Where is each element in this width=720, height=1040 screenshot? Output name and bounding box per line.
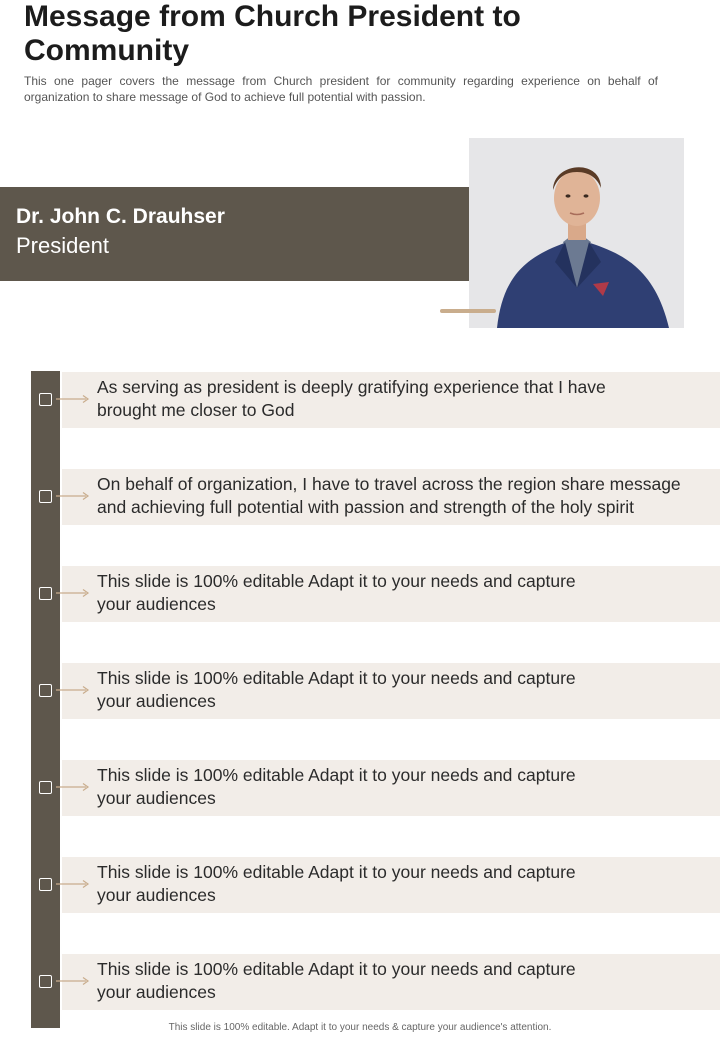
checkbox-icon[interactable]: [39, 781, 52, 794]
arrow-connector-icon: [56, 782, 90, 792]
list-item-text: This slide is 100% editable Adapt it to your needs and capture your audiences: [97, 862, 576, 905]
page-title: Message from Church President to Community: [24, 0, 521, 67]
arrow-connector-icon: [56, 394, 90, 404]
list-item-text: As serving as president is deeply gratifying experience that I have brought me closer to God: [97, 377, 606, 420]
arrow-connector-icon: [56, 491, 90, 501]
page-subtitle: This one pager covers the message from Church president for community regarding experience on behalf of organization to share message of God to achieve full potential with passion.: [24, 74, 658, 104]
checkbox-icon[interactable]: [39, 490, 52, 503]
arrow-connector-icon: [56, 588, 90, 598]
list-item-text: On behalf of organization, I have to travel across the region share message and achieving full potential with passion and strength of the holy spirit: [97, 474, 681, 517]
accent-line: [440, 309, 496, 313]
checkbox-icon[interactable]: [39, 975, 52, 988]
list-item-text: This slide is 100% editable Adapt it to your needs and capture your audiences: [97, 668, 576, 711]
arrow-connector-icon: [56, 976, 90, 986]
arrow-connector-icon: [56, 685, 90, 695]
list-item-text: This slide is 100% editable Adapt it to your needs and capture your audiences: [97, 959, 576, 1002]
checkbox-icon[interactable]: [39, 684, 52, 697]
footer-note: This slide is 100% editable. Adapt it to your needs & capture your audience's attention.: [168, 1022, 552, 1033]
checkbox-icon[interactable]: [39, 393, 52, 406]
profile-photo: [469, 138, 684, 328]
arrow-connector-icon: [56, 879, 90, 889]
checkbox-icon[interactable]: [39, 878, 52, 891]
profile-name: Dr. John C. Drauhser: [16, 205, 225, 228]
profile-role: President: [16, 233, 109, 258]
timeline-bar: [31, 371, 60, 1028]
list-item-text: This slide is 100% editable Adapt it to your needs and capture your audiences: [97, 571, 576, 614]
checkbox-icon[interactable]: [39, 587, 52, 600]
list-item-text: This slide is 100% editable Adapt it to your needs and capture your audiences: [97, 765, 576, 808]
